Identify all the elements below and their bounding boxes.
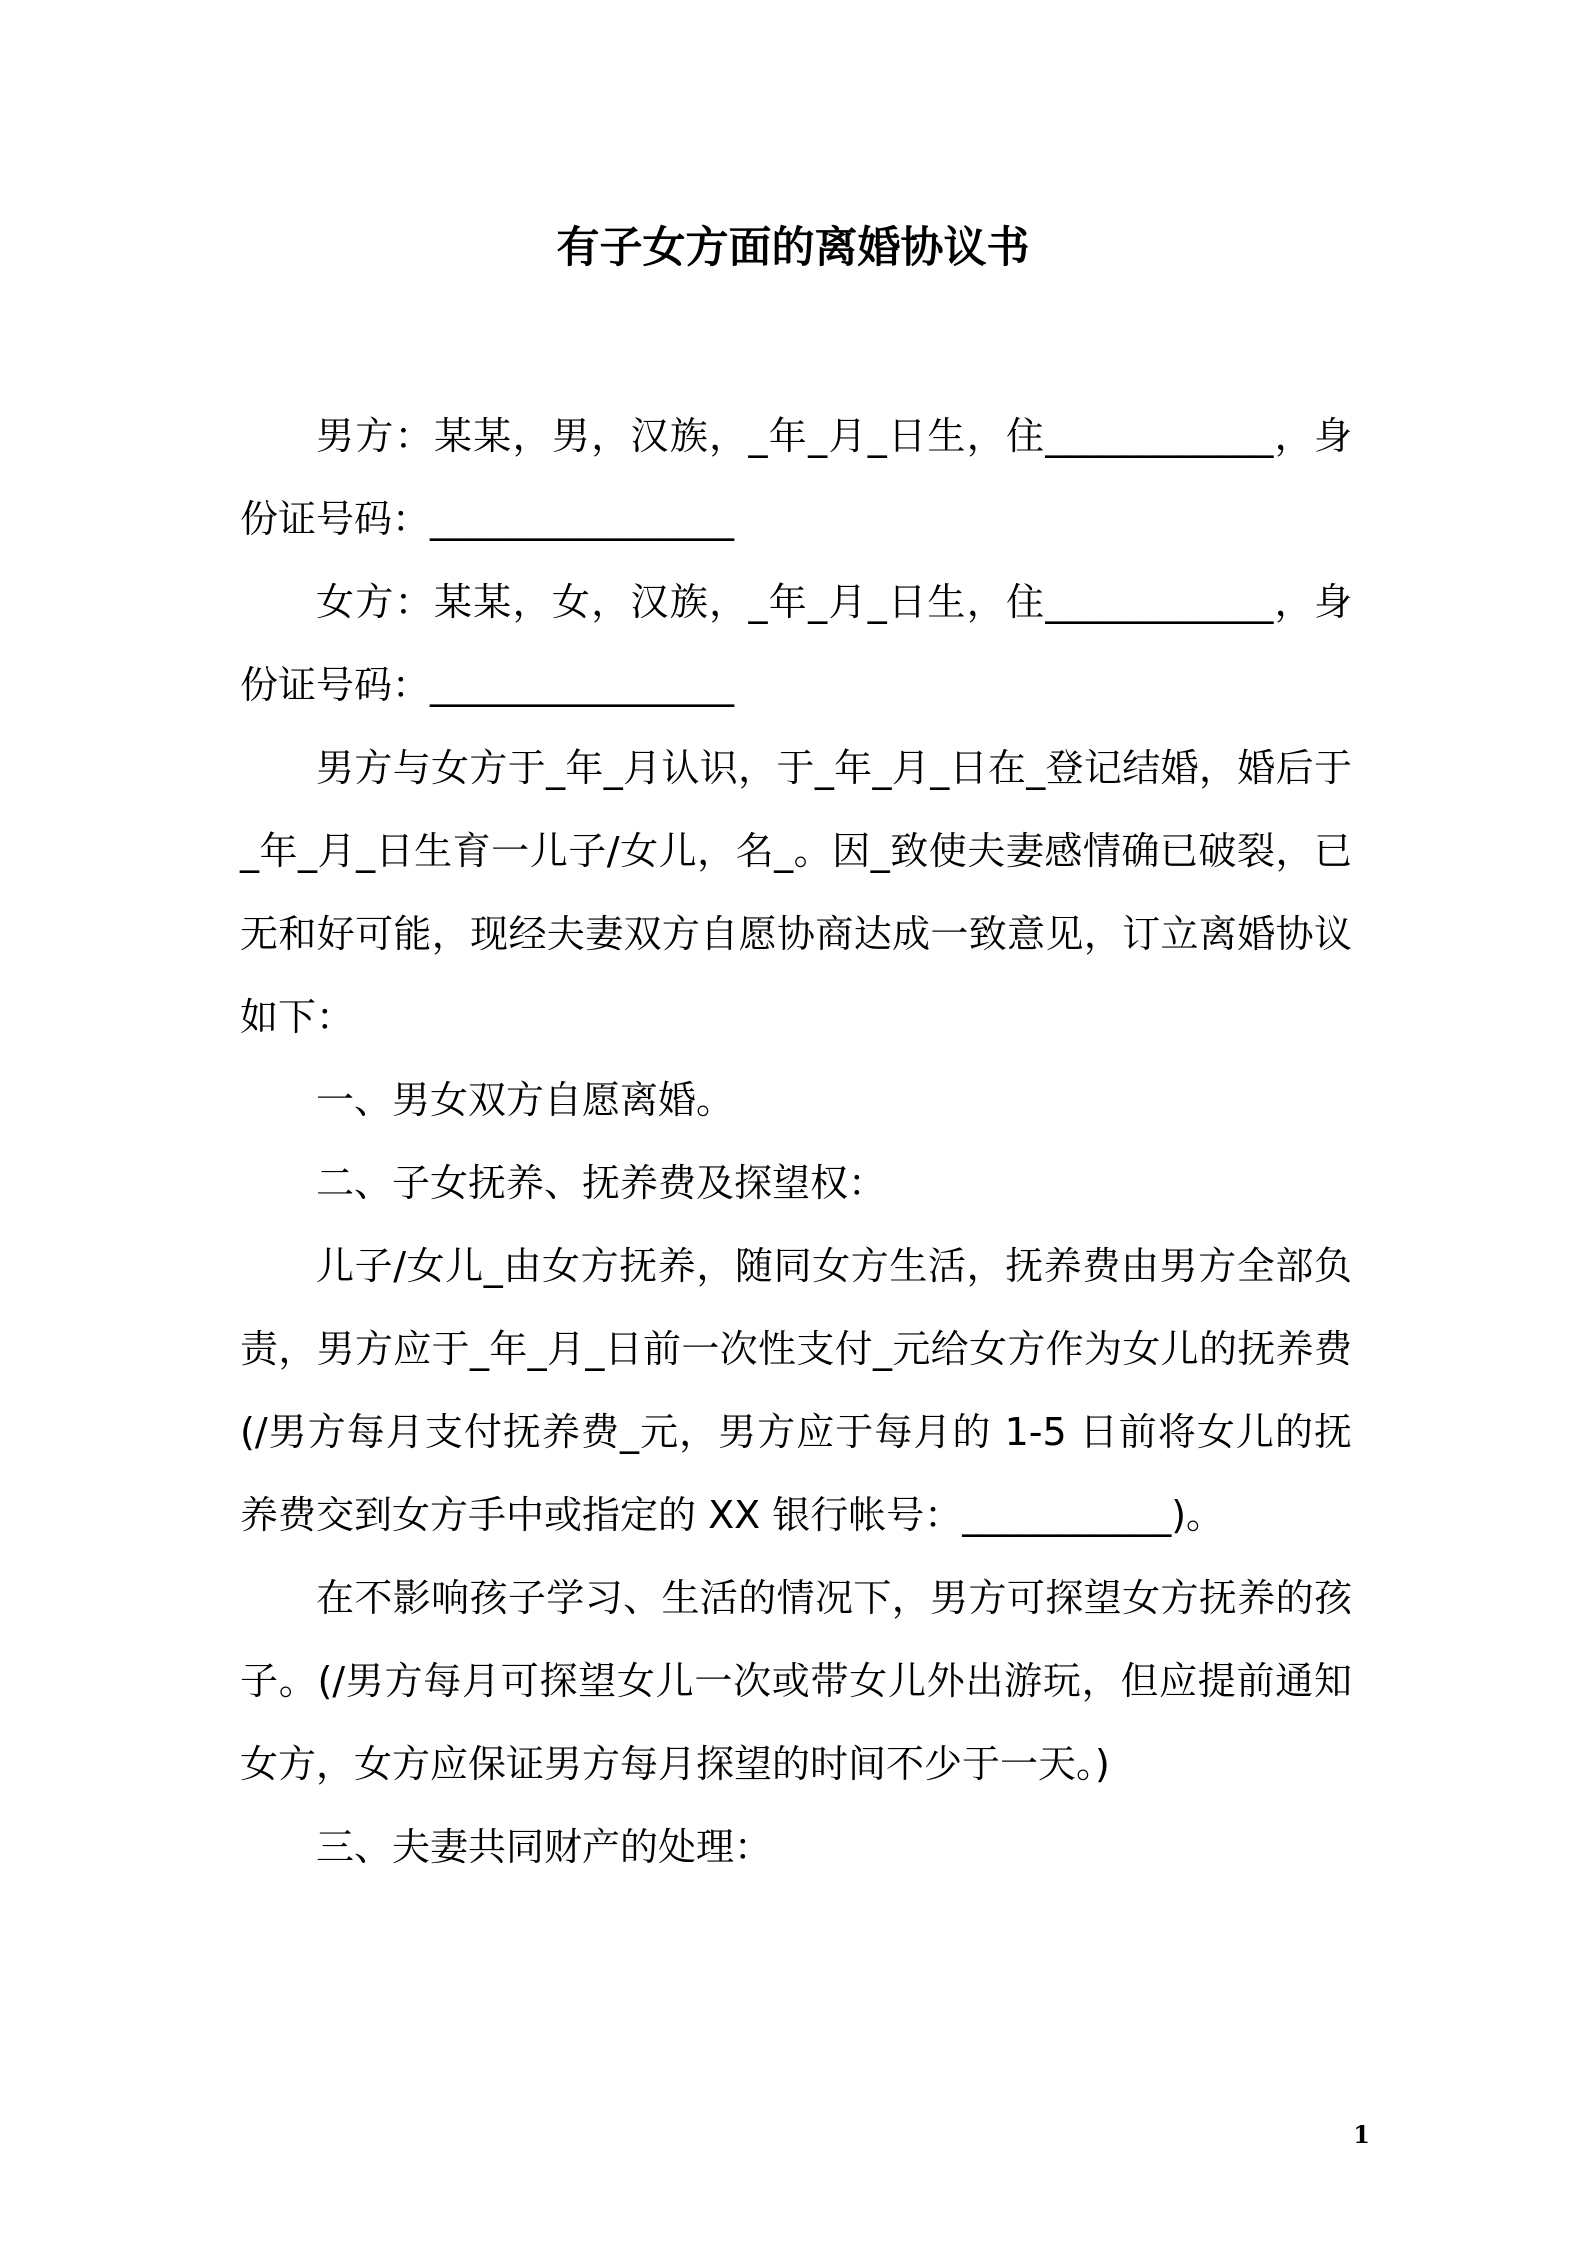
clause-1-divorce: 一、男女双方自愿离婚。 — [316, 1078, 735, 1122]
paragraph-female-party: 女方：某某，女，汉族，_年_月_日生，住____________，身份证号码：________________ — [240, 580, 1352, 707]
paragraph-child-support: 儿子/女儿_由女方抚养，随同女方生活，抚养费由男方全部负责，男方应于_年_月_日前一次性支付_元给女方作为女儿的抚养费(/男方每月支付抚养费_元，男方应于每月的 1-5 日前将女儿的抚养费交到女方手中或指定的 XX 银行帐号：___________)。 — [240, 1244, 1352, 1537]
document-body — [240, 395, 1352, 1889]
paragraph-background: 男方与女方于_年_月认识，于_年_月_日在_登记结婚，婚后于_年_月_日生育一儿子/女儿，名_。因_致使夫妻感情确已破裂，已无和好可能，现经夫妻双方自愿协商达成一致意见，订立离婚协议如下： — [240, 746, 1352, 1039]
document-title: 有子女方面的离婚协议书 — [556, 223, 1030, 273]
paragraph-male-party: 男方：某某，男，汉族，_年_月_日生，住____________，身份证号码：________________ — [240, 414, 1352, 541]
page-number: 1 — [1353, 2120, 1370, 2149]
paragraph-visitation: 在不影响孩子学习、生活的情况下，男方可探望女方抚养的孩子。(/男方每月可探望女儿一次或带女儿外出游玩，但应提前通知女方，女方应保证男方每月探望的时间不少于一天。) — [240, 1576, 1352, 1786]
clause-2-heading: 二、子女抚养、抚养费及探望权： — [316, 1161, 887, 1205]
clause-3-heading: 三、夫妻共同财产的处理： — [316, 1825, 773, 1869]
